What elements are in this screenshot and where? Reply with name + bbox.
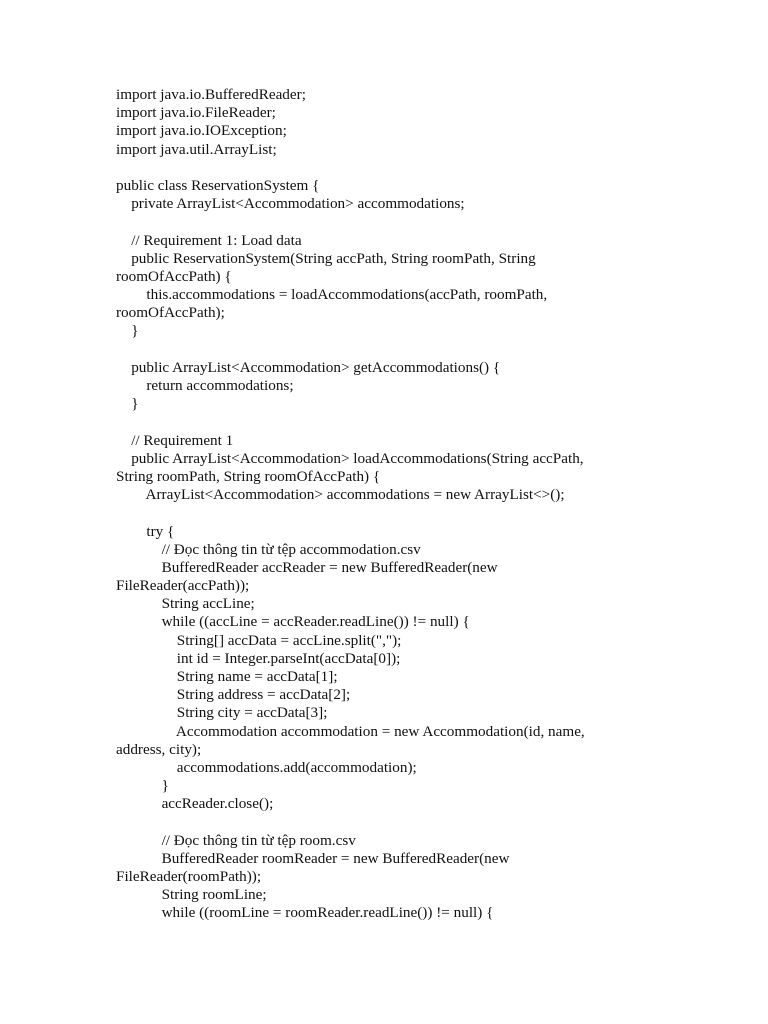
code-line [116,213,656,231]
code-line: String address = accData[2]; [116,686,351,704]
code-line: import java.io.FileReader; [116,104,276,122]
code-line: accReader.close(); [116,795,274,813]
code-line: String[] accData = accLine.split(","); [116,631,402,649]
code-line: } [116,322,139,340]
code-line [116,504,656,522]
code-line: while ((accLine = accReader.readLine()) != null) { [116,613,470,631]
code-line [116,814,656,832]
code-line: while ((roomLine = roomReader.readLine()) != null) { [116,904,494,922]
code-line: FileReader(accPath)); [116,577,250,595]
code-line: // Đọc thông tin từ tệp room.csv [116,831,356,849]
code-line: ArrayList<Accommodation> accommodations = new ArrayList<>(); [116,486,565,504]
code-line: import java.io.IOException; [116,122,287,140]
code-line: public ReservationSystem(String accPath, String roomPath, String [116,249,536,267]
code-line: String accLine; [116,595,255,613]
code-line: public ArrayList<Accommodation> getAccommodations() { [116,358,501,376]
code-line: return accommodations; [116,377,294,394]
code-line: // Requirement 1 [116,431,234,449]
code-line: String roomLine; [116,886,267,904]
code-line [116,413,656,431]
code-line: accommodations.add(accommodation); [116,758,417,776]
code-line: // Đọc thông tin từ tệp accommodation.csv [116,540,421,558]
code-line: FileReader(roomPath)); [116,868,262,886]
code-line: } [116,777,169,795]
code-line: String name = accData[1]; [116,668,338,685]
code-line [116,159,656,177]
code-line: import java.io.BufferedReader; [116,86,306,103]
code-line: this.accommodations = loadAccommodations(accPath, roomPath, [116,286,548,304]
code-line: BufferedReader roomReader = new BufferedReader(new [116,849,510,867]
code-line: roomOfAccPath) { [116,267,232,285]
code-listing [116,86,656,923]
code-line: Accommodation accommodation = new Accommodation(id, name, [116,722,585,740]
code-line: public class ReservationSystem { [116,176,320,194]
code-line: int id = Integer.parseInt(accData[0]); [116,649,401,667]
code-line: } [116,395,139,413]
code-line: roomOfAccPath); [116,304,225,322]
code-line: // Requirement 1: Load data [116,231,302,249]
code-line: address, city); [116,740,202,758]
code-line: String roomPath, String roomOfAccPath) { [116,467,381,485]
code-line: import java.util.ArrayList; [116,140,277,158]
code-line: try { [116,522,175,540]
code-line [116,341,656,359]
code-line: String city = accData[3]; [116,704,328,722]
code-line: public ArrayList<Accommodation> loadAccommodations(String accPath, [116,449,584,467]
code-line: BufferedReader accReader = new BufferedReader(new [116,558,498,576]
code-line: private ArrayList<Accommodation> accommodations; [116,195,465,213]
